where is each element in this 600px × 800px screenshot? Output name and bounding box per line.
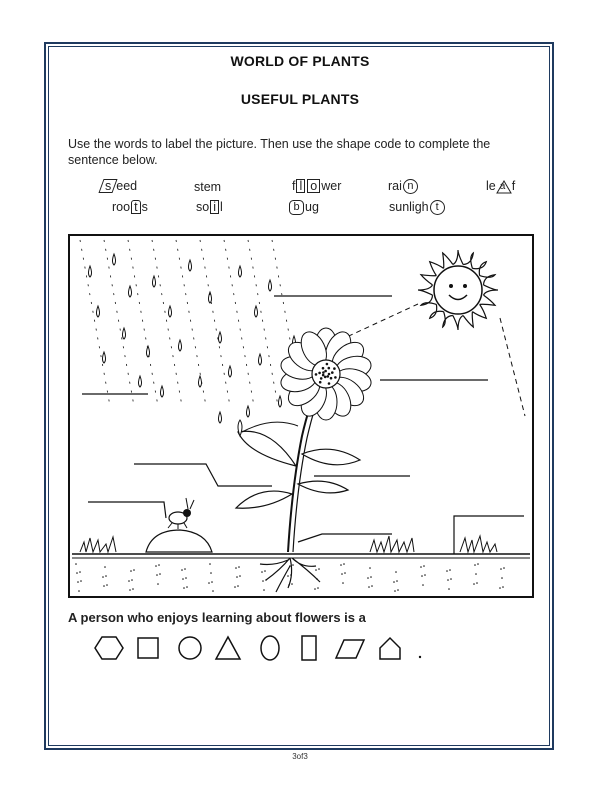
leaf	[238, 431, 296, 466]
oval-letter: n	[403, 179, 418, 194]
soil-speck	[449, 569, 451, 571]
raindrop	[89, 266, 92, 277]
soil-speck	[103, 585, 105, 587]
sunlight-ray	[338, 304, 418, 341]
soil-speck	[450, 578, 452, 580]
soil-speck	[315, 569, 317, 571]
sun-ray	[480, 275, 495, 285]
soil-speck	[79, 571, 81, 573]
soil-speck	[396, 580, 398, 582]
soil-speck	[210, 572, 212, 574]
pentagon-icon	[380, 638, 400, 659]
sun-ray	[484, 285, 499, 295]
sun-ray	[443, 253, 453, 268]
parallelogram-letter: s	[98, 179, 117, 193]
soil-speck	[185, 577, 187, 579]
soil-speck	[129, 589, 131, 591]
raindrop	[97, 306, 100, 317]
raindrop	[169, 306, 172, 317]
flower-center-dot	[320, 377, 323, 380]
rock	[146, 530, 212, 552]
soil-speck	[421, 575, 423, 577]
soil-speck	[262, 580, 264, 582]
sunlight-ray	[500, 318, 525, 416]
flower-center-dot	[324, 376, 327, 379]
rain-streak	[104, 240, 134, 406]
soil-speck	[344, 572, 346, 574]
soil-speck	[238, 566, 240, 568]
leaf	[236, 491, 292, 508]
soil-speck	[261, 571, 263, 573]
soil-speck	[422, 584, 424, 586]
soil-speck	[208, 582, 210, 584]
raindrop	[255, 306, 258, 317]
sun-ray	[463, 312, 473, 327]
roots	[260, 558, 320, 592]
soil-speck	[369, 567, 371, 569]
flower-center-dot	[319, 381, 322, 384]
raindrop	[123, 328, 126, 339]
flower-center-dot	[327, 375, 330, 378]
soil-speck	[341, 573, 343, 575]
soil-speck	[80, 580, 82, 582]
soil-speck	[395, 571, 397, 573]
soil-speck	[340, 564, 342, 566]
raindrop	[153, 276, 156, 287]
flower-center-dot	[315, 373, 318, 376]
flower-center-dot	[328, 382, 331, 385]
flower-center-dot	[322, 367, 325, 370]
word-roots: roo t s	[112, 200, 148, 214]
soil-speck	[448, 588, 450, 590]
word-soil: so i l	[196, 200, 223, 214]
square-icon	[138, 638, 158, 658]
soil-speck	[182, 578, 184, 580]
raindrop	[219, 332, 222, 343]
instructions-text: Use the words to label the picture. Then use the shape code to complete the sentence below.	[68, 137, 491, 167]
raindrop	[269, 280, 272, 291]
soil-speck	[239, 575, 241, 577]
soil-speck	[367, 577, 369, 579]
soil-speck	[102, 576, 104, 578]
soil-speck	[397, 589, 399, 591]
raindrop	[179, 340, 182, 351]
flower-center-dot	[324, 370, 327, 373]
soil-speck	[156, 574, 158, 576]
raindrop	[199, 376, 202, 387]
rain-streak	[152, 240, 182, 406]
soil-speck	[424, 574, 426, 576]
soil-speck	[287, 575, 289, 577]
soil-speck	[474, 564, 476, 566]
soil-speck	[420, 566, 422, 568]
raindrop	[161, 386, 164, 397]
soil-speck	[106, 584, 108, 586]
soil-speck	[75, 563, 77, 565]
circle-icon	[179, 637, 201, 659]
raindrop	[247, 406, 250, 417]
soil-speck	[236, 576, 238, 578]
sun-ray	[443, 312, 453, 327]
rectangle-icon	[302, 636, 316, 660]
soil-speck	[77, 581, 79, 583]
soil-speck	[159, 573, 161, 575]
word-flower: f l o wer	[292, 179, 342, 193]
sun-ray	[453, 316, 463, 331]
soil-speck	[105, 575, 107, 577]
word-seed: s eed	[100, 179, 137, 193]
soil-speck	[502, 586, 504, 588]
flower-center-dot	[328, 373, 331, 376]
period-dot	[419, 656, 421, 658]
soil-speck	[501, 577, 503, 579]
raindrop	[219, 412, 222, 423]
plant-picture	[68, 234, 534, 598]
sun-ray	[418, 285, 433, 295]
soil-speck	[473, 583, 475, 585]
hexagon-icon	[95, 637, 123, 659]
soil-speck	[292, 564, 294, 566]
soil-speck	[132, 588, 134, 590]
soil-speck	[131, 579, 133, 581]
raindrop	[189, 260, 192, 271]
soil-speck	[183, 587, 185, 589]
soil-speck	[423, 565, 425, 567]
soil-texture	[75, 563, 505, 592]
soil-speck	[237, 585, 239, 587]
code-sentence: A person who enjoys learning about flowers is a	[68, 610, 366, 625]
soil-speck	[371, 585, 373, 587]
parallelogram-icon	[336, 640, 364, 658]
raindrop	[103, 352, 106, 363]
rain-streak	[248, 240, 278, 406]
square-letter: o	[307, 179, 320, 193]
soil-speck	[104, 566, 106, 568]
soil-speck	[342, 582, 344, 584]
flower-center-dot	[333, 367, 336, 370]
leaf	[298, 481, 348, 493]
flower-center-dot	[328, 367, 331, 370]
label-blank-bug[interactable]	[88, 502, 166, 518]
soil-speck	[133, 569, 135, 571]
soil-speck	[211, 581, 213, 583]
word-bug: b ug	[288, 200, 319, 215]
word-sunlight: sunligh t	[389, 200, 446, 215]
flower-center-dot	[334, 376, 337, 379]
soil-speck	[157, 583, 159, 585]
shape-code-row	[90, 626, 430, 671]
flower-center-dot	[326, 363, 329, 366]
rectangle-letter: i	[210, 200, 219, 214]
bug-icon	[168, 498, 194, 529]
word-rain: rai n	[388, 179, 419, 194]
sun-icon	[418, 250, 498, 330]
page-title: WORLD OF PLANTS	[230, 53, 370, 69]
soil-speck	[263, 589, 265, 591]
soil-speck	[393, 581, 395, 583]
soil-speck	[291, 583, 293, 585]
soil-speck	[475, 573, 477, 575]
soil-speck	[235, 567, 237, 569]
sun-ray	[453, 250, 463, 265]
soil-speck	[264, 570, 266, 572]
hexagon-letter: b	[289, 200, 304, 215]
soil-speck	[500, 568, 502, 570]
soil-speck	[234, 586, 236, 588]
soil-speck	[76, 572, 78, 574]
soil-speck	[343, 563, 345, 565]
raindrop	[259, 354, 262, 365]
soil-speck	[477, 563, 479, 565]
pentagon-letter: t	[131, 200, 140, 214]
word-leaf: le a f	[486, 179, 516, 193]
soil-speck	[314, 588, 316, 590]
rain-streak	[224, 240, 254, 406]
circle-letter: t	[430, 200, 445, 215]
soil-speck	[499, 587, 501, 589]
soil-speck	[212, 590, 214, 592]
soil-speck	[130, 570, 132, 572]
flower-center-dot	[318, 372, 321, 375]
raindrop	[279, 396, 282, 407]
soil-speck	[447, 579, 449, 581]
flower-center-dot	[331, 371, 334, 374]
raindrop	[129, 286, 132, 297]
soil-speck	[155, 565, 157, 567]
flower-center-dot	[330, 377, 333, 380]
soil-speck	[446, 570, 448, 572]
rectangle-letter: l	[296, 179, 305, 193]
soil-speck	[128, 580, 130, 582]
soil-speck	[186, 586, 188, 588]
soil-speck	[181, 569, 183, 571]
flower-center-dot	[322, 371, 325, 374]
soil-speck	[158, 564, 160, 566]
sun-ray	[463, 253, 473, 268]
soil-speck	[370, 576, 372, 578]
page-subtitle: USEFUL PLANTS	[240, 91, 360, 107]
sun-ray	[480, 295, 495, 305]
label-blank-roots[interactable]	[298, 534, 392, 542]
raindrop	[229, 366, 232, 377]
rain-streak	[200, 240, 230, 406]
sun-ray	[421, 295, 436, 305]
raindrop	[113, 254, 116, 265]
rain-icon	[80, 240, 302, 423]
soil-speck	[503, 567, 505, 569]
soil-speck	[318, 568, 320, 570]
rain-streak	[80, 240, 110, 406]
triangle-icon	[216, 637, 240, 659]
rain-streak	[128, 240, 158, 406]
plant-illustration	[70, 236, 532, 596]
oval-icon	[261, 636, 279, 660]
soil-speck	[209, 563, 211, 565]
soil-speck	[394, 590, 396, 592]
label-blank-leaf[interactable]	[134, 464, 272, 486]
soil-speck	[317, 587, 319, 589]
soil-speck	[184, 568, 186, 570]
soil-speck	[476, 582, 478, 584]
raindrop	[239, 266, 242, 277]
leaf	[302, 449, 360, 465]
soil-speck	[78, 590, 80, 592]
triangle-letter: a	[496, 180, 512, 194]
word-stem: stem	[194, 180, 222, 194]
page-number: 3of3	[292, 752, 308, 761]
sun-ray	[421, 275, 436, 285]
flower-center-dot	[322, 374, 325, 377]
soil-speck	[368, 586, 370, 588]
raindrop	[139, 376, 142, 387]
